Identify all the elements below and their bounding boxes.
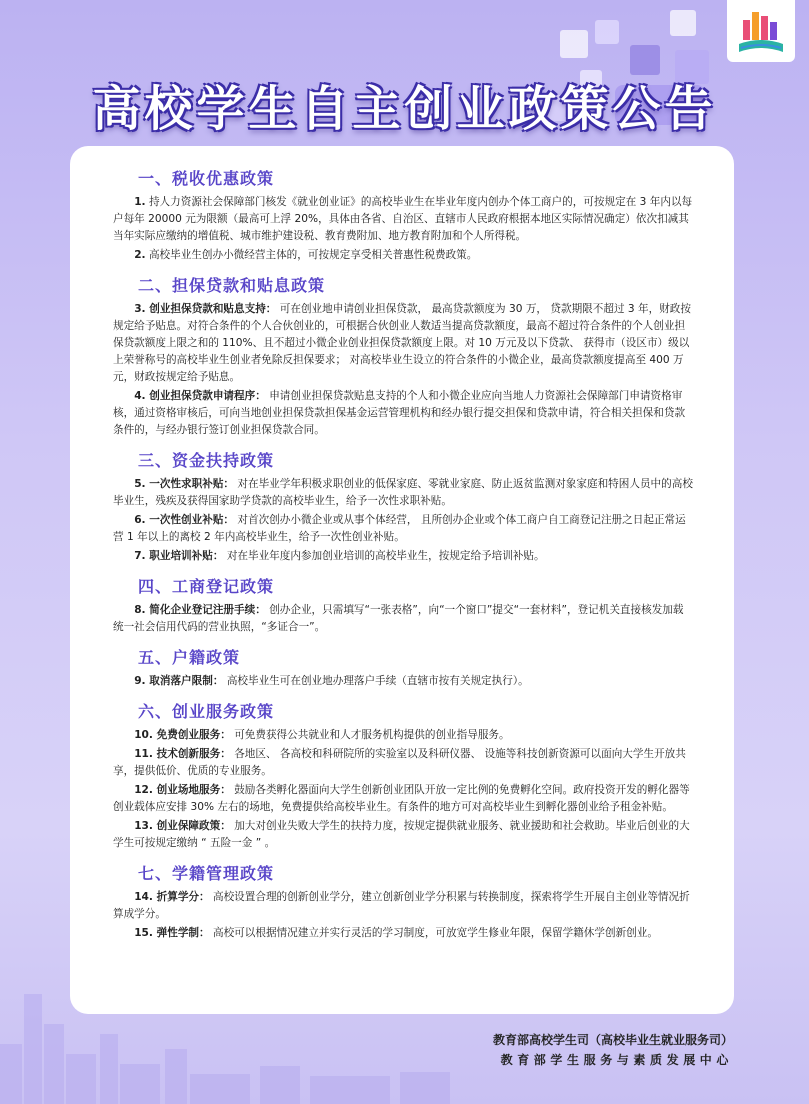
policy-item-text: 高校毕业生可在创业地办理落户手续（直辖市按有关规定执行）。	[226, 675, 529, 687]
footer-line-2: 教育部学生服务与素质发展中心	[500, 1053, 733, 1067]
policy-item-label: 14. 折算学分：	[134, 891, 210, 903]
section-title: 五、户籍政策	[138, 648, 241, 667]
policy-item-label: 3. 创业担保贷款和贴息支持：	[134, 303, 277, 315]
policy-item-label: 4. 创业担保贷款申请程序：	[134, 390, 266, 402]
policy-item	[113, 673, 693, 690]
policy-item-text: 对在毕业学年积极求职创业的低保家庭、零就业家庭、防止返贫监测对象家庭和特困人员中的高校毕业生，残疾及获得国家助学贷款的高校毕业生，给予一次性求职补贴。	[113, 478, 693, 507]
policy-item-label: 12. 创业场地服务：	[134, 784, 231, 796]
policy-item-text: 各地区、 各高校和科研院所的实验室以及科研仪器、 设施等科技创新资源可以面向大学生开放共享，提供低价、优质的专业服务。	[113, 748, 686, 777]
policy-item	[113, 727, 693, 744]
policy-item	[113, 301, 693, 386]
content-card	[70, 146, 734, 1014]
policy-item-label: 1.	[134, 196, 146, 208]
policy-item-label: 7. 职业培训补贴：	[134, 550, 224, 562]
policy-item-label: 13. 创业保障政策：	[134, 820, 231, 832]
policy-item-text: 对首次创办小微企业或从事个体经营， 且所创办企业或个体工商户自工商登记注册之日起正常运营 1 年以上的离校 2 年内高校毕业生，给予一次性创业补贴。	[113, 514, 686, 543]
policy-item-text: 高校毕业生创办小微经营主体的，可按规定享受相关普惠性税费政策。	[148, 249, 478, 261]
policy-item-text: 鼓励各类孵化器面向大学生创新创业团队开放一定比例的免费孵化空间。政府投资开发的孵化器等创业载体应安排 30% 左右的场地，免费提供给高校毕业生。有条件的地方可对高校毕业生到孵化器创业给予租金补贴。	[113, 784, 690, 813]
section-title: 六、创业服务政策	[138, 702, 275, 721]
policy-item	[113, 889, 693, 923]
policy-item	[113, 925, 693, 942]
policy-item	[113, 782, 693, 816]
policy-item-text: 申请创业担保贷款贴息支持的个人和小微企业应向当地人力资源社会保障部门申请资格审核，通过资格审核后，可向当地创业担保贷款担保基金运营管理机构和经办银行提交担保和贷款申请，符合相关担保和贷款条件的，与经办银行签订创业担保贷款合同。	[113, 390, 686, 436]
policy-item-text: 高校设置合理的创新创业学分，建立创新创业学分积累与转换制度，探索将学生开展自主创业等情况折算成学分。	[113, 891, 690, 920]
policy-item	[113, 476, 693, 510]
policy-item-text: 持人力资源社会保障部门核发《就业创业证》的高校毕业生在毕业年度内创办个体工商户的，可按规定在 3 年内以每户每年 20000 元为限额（最高可上浮 20%，具体由各省、自治区、直辖市人民政府根据本地区实际情况确定）依次扣减其当年实际应缴纳的增值税、城市维护建设税、教育费附加、地方教育附加和个人所得税。	[113, 196, 693, 242]
section-title: 一、税收优惠政策	[138, 169, 275, 188]
policy-item	[113, 746, 693, 780]
section-title: 七、学籍管理政策	[138, 864, 275, 883]
city-logo-icon	[737, 6, 785, 56]
policy-item-text: 高校可以根据情况建立并实行灵活的学习制度，可放宽学生修业年限，保留学籍休学创新创业。	[213, 927, 658, 939]
section-title: 三、资金扶持政策	[138, 451, 275, 470]
policy-item-text: 可免费获得公共就业和人才服务机构提供的创业指导服务。	[234, 729, 510, 741]
policy-item-label: 11. 技术创新服务：	[134, 748, 231, 760]
policy-item-label: 6. 一次性创业补贴：	[134, 514, 235, 526]
policy-item-label: 15. 弹性学制：	[134, 927, 210, 939]
policy-item-label: 2.	[134, 249, 146, 261]
policy-item	[113, 602, 693, 636]
policy-item	[113, 194, 693, 245]
policy-item	[113, 247, 693, 264]
section-title: 二、担保贷款和贴息政策	[138, 276, 326, 295]
policy-item	[113, 388, 693, 439]
policy-item-label: 10. 免费创业服务：	[134, 729, 231, 741]
policy-item-label: 5. 一次性求职补贴：	[134, 478, 235, 490]
policy-item-text: 创办企业，只需填写“一张表格”，向“一个窗口”提交“一套材料”，登记机关直接核发加载统一社会信用代码的营业执照，“多证合一”。	[113, 604, 684, 633]
logo	[727, 0, 795, 62]
policy-item	[113, 548, 693, 565]
policy-item-text: 对在毕业年度内参加创业培训的高校毕业生，按规定给予培训补贴。	[226, 550, 545, 562]
policy-item-label: 8. 简化企业登记注册手续：	[134, 604, 266, 616]
policy-item-text: 加大对创业失败大学生的扶持力度，按规定提供就业服务、就业援助和社会救助。毕业后创业的大学生可按规定缴纳 “ 五险一金 ” 。	[113, 820, 690, 849]
policy-item-label: 9. 取消落户限制：	[134, 675, 224, 687]
policy-item	[113, 512, 693, 546]
policy-item	[113, 818, 693, 852]
policy-item-text: 可在创业地申请创业担保贷款， 最高贷款额度为 30 万， 贷款期限不超过 3 年，财政按规定给予贴息。对符合条件的个人合伙创业的，可根据合伙创业人数适当提高贷款额度，最高不超过符合条件的个人创业担保贷款额度上限之和的 110%、且不超过小微企业创业担保贷款额度上限。对 10 万元及以下贷款、 获得市（设区市）级以上荣誉称号的高校毕业生创业者免除反担保要求； 对高校毕业生设立的符合条件的小微企业，最高贷款额度提高至 400 万元，财政按规定给予贴息。	[113, 303, 691, 383]
section-title: 四、工商登记政策	[138, 577, 275, 596]
footer-line-1: 教育部高校学生司（高校毕业生就业服务司）	[492, 1033, 733, 1047]
page-title: 高校学生自主创业政策公告	[92, 81, 717, 137]
footer	[493, 1030, 733, 1070]
